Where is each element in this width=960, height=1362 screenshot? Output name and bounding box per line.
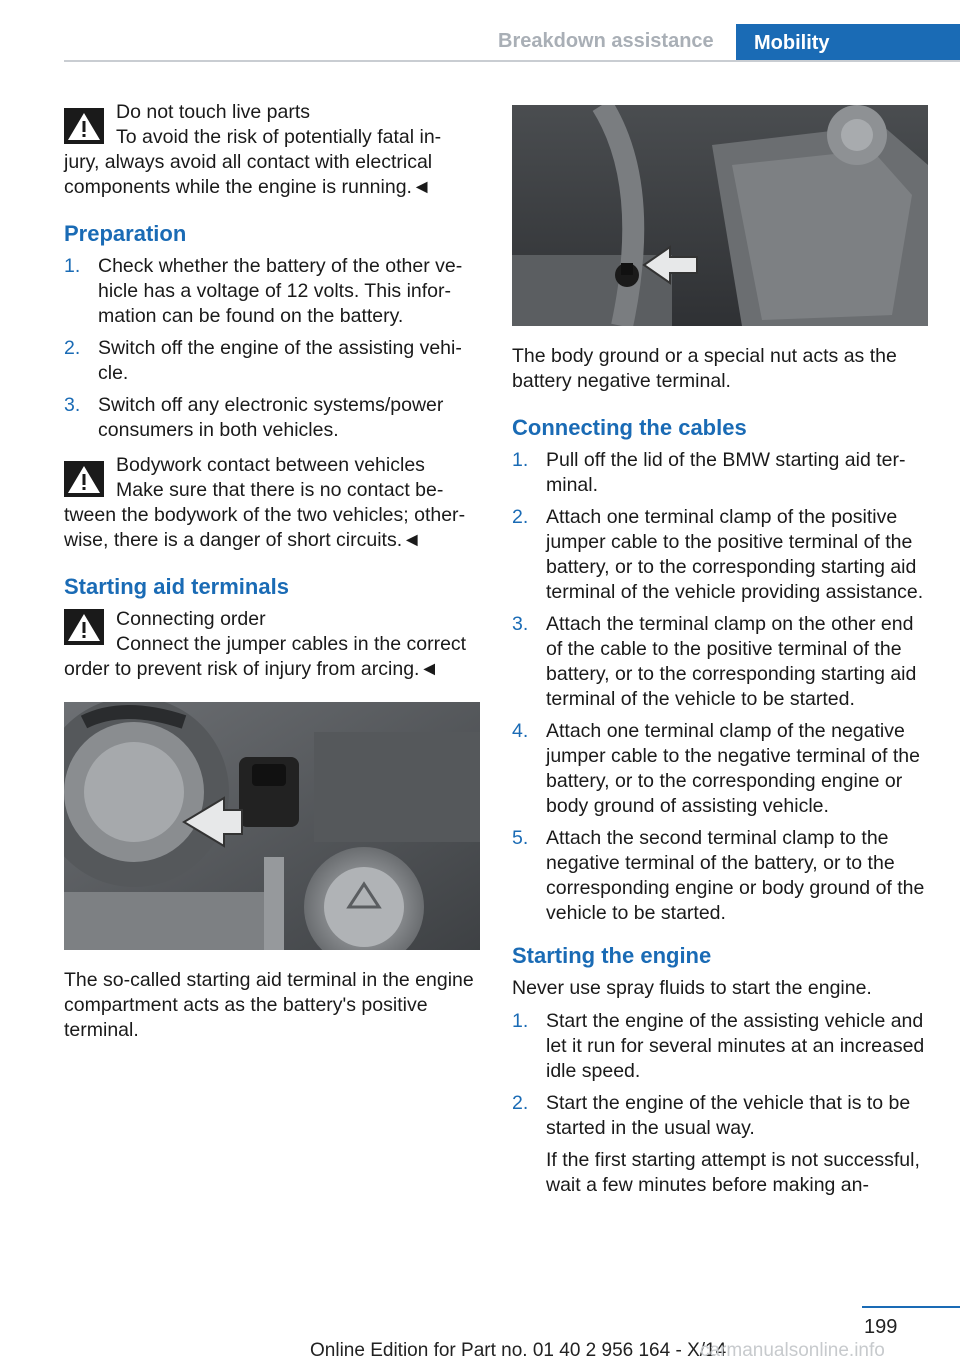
left-column	[64, 100, 482, 1063]
watermark: carmanualsonline.info	[700, 1340, 885, 1361]
warning-triangle-icon	[64, 461, 104, 497]
warning-title: Bodywork contact between vehicles	[116, 454, 425, 476]
warning-body-rest: tween the bodywork of the two vehicles; otherwise, there is a danger of short circuits.◄	[64, 504, 466, 551]
header-rule	[64, 60, 960, 62]
list-item: 3. Attach the terminal clamp on the other end of the cable to the positive terminal of the battery, or to the corresponding starting aid terminal of the vehicle to be started.	[512, 613, 917, 710]
list-item: 1. Start the engine of the assisting vehicle and let it run for several minutes at an increased idle speed.	[512, 1010, 925, 1082]
list-item: 5. Attach the second terminal clamp to the negative terminal of the battery, or to the corresponding engine or body ground of the vehicle to be started.	[512, 827, 925, 924]
warning-title: Connecting order	[116, 608, 266, 630]
header-chapter-tab: Mobility	[736, 24, 960, 62]
body-ground-photo	[512, 105, 928, 326]
starting-engine-intro: Never use spray fluids to start the engine.	[512, 977, 872, 999]
starting-followup: If the first starting attempt is not successful, wait a few minutes before making an-	[546, 1149, 920, 1196]
list-item: 2. Attach one terminal clamp of the positive jumper cable to the positive terminal of the battery, or to the corresponding starting aid terminal of the vehicle providing assistance.	[512, 506, 924, 603]
starting-list	[512, 1009, 928, 1198]
right-figure-caption: The body ground or a special nut acts as the battery negative terminal.	[512, 345, 897, 392]
warning-body-first: Make sure that there is no contact be-	[116, 479, 444, 501]
connecting-cables-heading: Connecting the cables	[512, 415, 747, 440]
warning-triangle-icon	[64, 108, 104, 144]
preparation-list	[64, 254, 482, 443]
list-item: 1. Check whether the battery of the other vehicle has a voltage of 12 volts. This information can be found on the battery.	[64, 255, 463, 327]
warning-body-rest: order to prevent risk of injury from arcing.◄	[64, 658, 439, 680]
list-item: 1. Pull off the lid of the BMW starting aid terminal.	[512, 449, 906, 496]
edition-note: Online Edition for Part no. 01 40 2 956 164 - X/14	[310, 1340, 727, 1361]
warning-body-rest: jury, always avoid all contact with electrical components while the engine is running.◄	[64, 151, 433, 198]
connecting-list	[512, 448, 928, 926]
warning-title: Do not touch live parts	[116, 101, 311, 123]
list-item: 2. Switch off the engine of the assisting vehicle.	[64, 337, 462, 384]
starting-aid-terminals-heading: Starting aid terminals	[64, 574, 289, 599]
right-column	[512, 105, 928, 1208]
list-item: 4. Attach one terminal clamp of the negative jumper cable to the negative terminal of the battery, or to the corresponding engine or body ground of assisting vehicle.	[512, 720, 920, 817]
left-figure-caption: The so-called starting aid terminal in the engine compartment acts as the battery's positive terminal.	[64, 969, 474, 1041]
page-header	[0, 0, 960, 66]
warning-bodywork-contact	[64, 453, 482, 553]
page-number: 199	[864, 1316, 898, 1338]
warning-triangle-icon	[64, 609, 104, 645]
starting-aid-terminal-photo	[64, 702, 480, 950]
warning-body-first: To avoid the risk of potentially fatal in-	[116, 126, 442, 148]
warning-connecting-order	[64, 607, 482, 682]
footer-rule	[862, 1306, 960, 1308]
list-item: 2. Start the engine of the vehicle that is to be started in the usual way. If the first starting attempt is not successful, wait a few minutes before making an-	[512, 1091, 928, 1198]
list-item: 3. Switch off any electronic systems/power consumers in both vehicles.	[64, 394, 444, 441]
warning-body-first: Connect the jumper cables in the correct	[116, 633, 467, 655]
header-section-title: Breakdown assistance	[498, 30, 714, 52]
preparation-heading: Preparation	[64, 221, 187, 246]
warning-live-parts	[64, 100, 482, 200]
starting-engine-heading: Starting the engine	[512, 943, 712, 968]
